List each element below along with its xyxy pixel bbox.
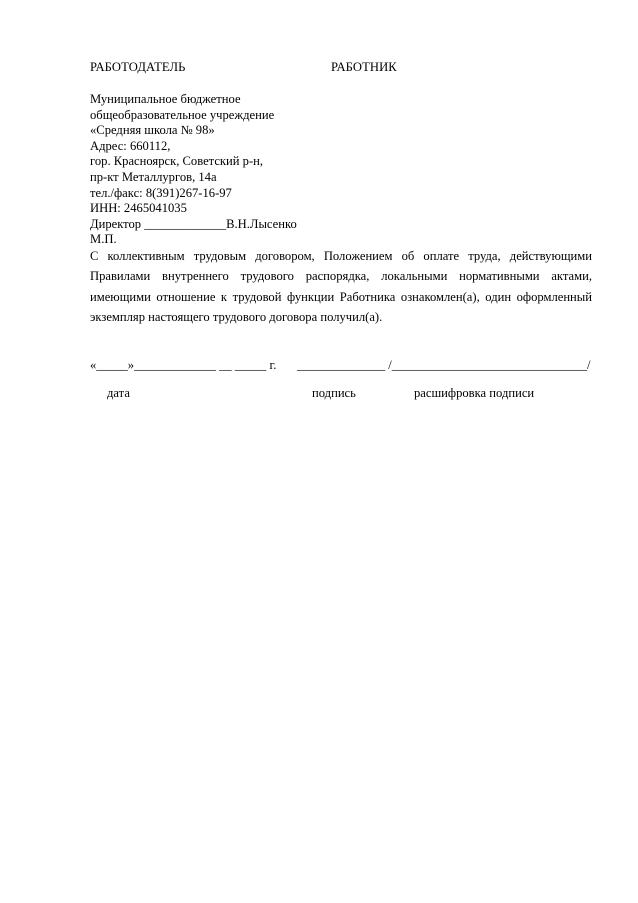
employer-inn: ИНН: 2465041035 — [90, 201, 187, 216]
employer-name-line-2: общеобразовательное учреждение — [90, 107, 275, 122]
acknowledgement-paragraph — [90, 246, 592, 328]
employer-address-street: пр-кт Металлургов, 14а — [90, 169, 217, 184]
signature-blank-field: ______________ /_______________________________/ — [297, 358, 591, 372]
employer-heading: РАБОТОДАТЕЛЬ — [90, 60, 186, 74]
signature-caption: подпись — [312, 386, 356, 400]
employer-details — [90, 92, 390, 248]
employee-heading: РАБОТНИК — [331, 60, 397, 74]
employer-director: Директор _____________В.Н.Лысенко — [90, 216, 297, 231]
date-blank-field: «_____»_____________ __ _____ г. — [90, 358, 277, 372]
acknowledgement-line-3: имеющими отношение к трудовой функции Работника ознакомлен(а), один оформленный — [90, 289, 592, 304]
employer-name-line-3: «Средняя школа № 98» — [90, 123, 215, 138]
acknowledgement-line-4: экземпляр настоящего трудового договора получил(а). — [90, 310, 383, 325]
employer-name-line-1: Муниципальное бюджетное — [90, 92, 241, 106]
employer-address-city: гор. Красноярск, Советский р-н, — [90, 154, 264, 169]
signature-decoding-caption: расшифровка подписи — [414, 386, 535, 400]
acknowledgement-line-2: Правилами внутреннего трудового распорядка, локальными нормативными актами, — [90, 269, 592, 284]
acknowledgement-line-1: С коллективным трудовым договором, Положением об оплате труда, действующими — [90, 249, 592, 263]
date-caption: дата — [107, 386, 130, 400]
employer-seal-mark: М.П. — [90, 232, 117, 247]
employer-address-postcode: Адрес: 660112, — [90, 138, 171, 153]
employer-phone: тел./факс: 8(391)267-16-97 — [90, 185, 232, 200]
